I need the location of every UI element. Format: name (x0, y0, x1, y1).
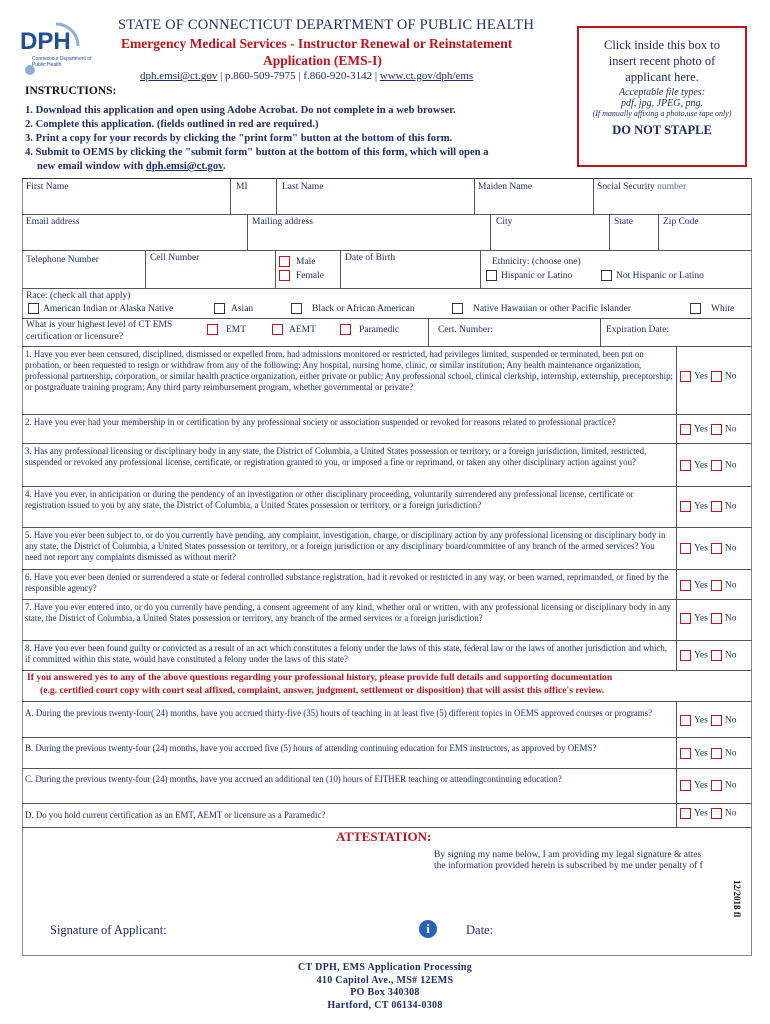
signature-field[interactable] (185, 915, 410, 941)
phone-fax: | p.860-509-7975 | f.860-920-3142 | (217, 70, 380, 82)
logo-text: DPH (20, 28, 71, 55)
email-address-label: Email address (26, 217, 80, 227)
photo-box-types: pdf, jpg, JPEG, png. (621, 98, 703, 109)
last-name-input[interactable] (278, 194, 472, 212)
ce-question-d-answer: Yes No (680, 808, 736, 819)
footer-address (0, 962, 770, 1012)
race-option-asian[interactable]: Asian (214, 303, 253, 314)
question-5: 5. Have you ever been subject to, or do you currently have pending, any complaint, investigation, charge, or disciplinary action by any professional licensing or disciplinary body in any state, the District of Columbia, a United States possession or territory, or a foreign jurisdiction or any disciplinary board/committee of any branch of the armed services? You need not report any complaints dismissed as without merit? (25, 530, 666, 562)
city-label: City (496, 217, 513, 227)
not-hispanic-checkbox[interactable] (601, 270, 612, 281)
q3-yes-checkbox[interactable] (680, 460, 691, 471)
city-input[interactable] (492, 230, 607, 248)
question-4-answer: Yes No (680, 501, 736, 512)
form-title-line1: Emergency Medical Services - Instructor Renewal or Reinstatement (121, 36, 513, 51)
q2-no-checkbox[interactable] (711, 424, 722, 435)
state-input[interactable] (611, 230, 656, 248)
question-7: 7. Have you ever entered into, or do you currently have pending, a consent agreement of any kind, whether oral or written, with any professional licensing or disciplinary body in any state, the District of Columbia, a United States possession or territory, any branch of the armed services or a foreign jurisdiction? (25, 602, 671, 623)
question-3: 3. Has any professional licensing or disciplinary body in any state, the District of Columbia, a United States possession or territory, or a foreign jurisdiction, limited, restricted, suspended or revoked any professional license, certificate, or registration granted to you, or imposed a fine or reprimand, or taken any other disciplinary action against you? (25, 446, 647, 467)
contact-line (140, 70, 473, 82)
aemt-checkbox[interactable] (272, 324, 283, 335)
race-option-native-hawaiian[interactable]: Native Hawaiian or other Pacific Islander (452, 303, 631, 314)
race-option-white[interactable]: White (690, 303, 734, 314)
footer-line4: Hartford, CT 06134-0308 (327, 999, 443, 1011)
qa-yes-checkbox[interactable] (680, 715, 691, 726)
logo-subtext: Connecticut Department of Public Health (32, 56, 92, 68)
photo-box-note: (If manually affixing a photo,use tape only) (592, 109, 732, 118)
q3-no-checkbox[interactable] (711, 460, 722, 471)
paramedic-checkbox[interactable] (340, 324, 351, 335)
q1-yes-checkbox[interactable] (680, 371, 691, 382)
zip-label: Zip Code (663, 217, 699, 227)
q7-yes-checkbox[interactable] (680, 613, 691, 624)
race-native-hawaiian-checkbox[interactable] (452, 303, 463, 314)
question-6-answer: Yes No (680, 580, 736, 591)
email-link[interactable]: dph.emsi@ct.gov (140, 70, 218, 82)
aemt-option[interactable]: AEMT (272, 324, 316, 335)
website-link[interactable]: www.ct.gov/dph/ems (379, 70, 474, 82)
date-label: Date: (466, 923, 494, 937)
female-checkbox[interactable] (279, 270, 290, 281)
last-name-label: Last Name (282, 182, 324, 192)
question-2-answer: Yes No (680, 424, 736, 435)
mailing-address-label: Mailing address (252, 217, 313, 227)
signature-label: Signature of Applicant: (50, 923, 167, 937)
female-option[interactable]: Female (279, 270, 324, 281)
dob-label: Date of Birth (345, 253, 396, 263)
q1-no-checkbox[interactable] (711, 371, 722, 382)
level-question-line2: certification or licensure? (26, 332, 124, 342)
maiden-name-input[interactable] (476, 194, 591, 212)
qa-no-checkbox[interactable] (711, 715, 722, 726)
race-label: Race: (check all that apply) (26, 291, 131, 301)
question-1: 1. Have you ever been censured, disciplined, dismissed or expelled from, had admissions monitored or restricted, had privileges limited, suspended or terminated, been put on probation, or been requested to resign or withdraw from any of the following: Any hospital, nursing home, clinic, or similar institution; Any health maintenance organization, professional partnership, corporation, or similar health practice organization, either private or public; Any professional school, clinical clerkship, internship, externship, preceptorship; or postgraduate training program; Any third party reimbursement program, whether governmental or private? (25, 349, 674, 392)
hispanic-checkbox[interactable] (486, 270, 497, 281)
footer-line3: PO Box 340308 (350, 987, 420, 998)
zip-input[interactable] (660, 230, 750, 248)
photo-upload-box[interactable] (577, 26, 747, 167)
footer-line1: CT DPH, EMS Application Processing (297, 962, 472, 973)
photo-box-types-label: Acceptable file types: (618, 87, 706, 98)
ce-question-a: A. During the previous twenty-four( 24) months, have you accrued thirty-five (35) hours of teaching in at least five (5) different topics in OEMS approved courses or programs? (25, 708, 653, 718)
maiden-name-label: Maiden Name (478, 182, 533, 192)
question-3-answer: Yes No (680, 460, 736, 471)
photo-box-line1: Click inside this box to (604, 38, 720, 52)
ssn-label: Social Security number (597, 182, 687, 192)
do-not-staple: DO NOT STAPLE (612, 123, 712, 137)
q7-no-checkbox[interactable] (711, 613, 722, 624)
instructions-heading: INSTRUCTIONS: (25, 85, 117, 97)
qc-yes-checkbox[interactable] (680, 780, 691, 791)
q5-yes-checkbox[interactable] (680, 543, 691, 554)
instruction-4: 4. Submit to OEMS by clicking the "submit form" button at the bottom of this form, which will open a (25, 147, 489, 158)
qc-no-checkbox[interactable] (711, 780, 722, 791)
expiration-input[interactable] (684, 321, 750, 343)
ce-question-c: C. During the previous twenty-four (24) months, have you accrued an additional ten (10) hours of EITHER teaching or attendingcontinuing education? (25, 774, 562, 784)
telephone-label: Telephone Number (26, 255, 99, 265)
date-field[interactable] (502, 915, 742, 941)
ce-question-a-answer: Yes No (680, 715, 736, 726)
not-hispanic-option[interactable]: Not Hispanic or Latino (601, 270, 704, 281)
submit-email-link[interactable]: dph.emsi@ct.gov (145, 161, 223, 172)
photo-box-line3: applicant here. (625, 70, 699, 84)
agency-name: STATE OF CONNECTICUT DEPARTMENT OF PUBLIC HEALTH (118, 17, 535, 33)
question-7-answer: Yes No (680, 613, 736, 624)
mi-input[interactable] (232, 194, 274, 212)
attestation-heading: ATTESTATION: (336, 829, 432, 844)
instruction-3: 3. Print a copy for your records by clicking the "print form" button at the bottom of this form. (25, 133, 453, 144)
question-2: 2. Have you ever had your membership in or certification by any professional society or association suspended or revoked for reasons related to professional practice? (25, 417, 616, 427)
emt-option[interactable]: EMT (207, 324, 246, 335)
qb-yes-checkbox[interactable] (680, 748, 691, 759)
emt-checkbox[interactable] (207, 324, 218, 335)
race-option-american-indian[interactable]: American Indian or Alaska Native (28, 303, 173, 314)
ce-question-d: D. Do you hold current certification as an EMT, AEMT or licensure as a Paramedic? (25, 810, 326, 820)
attestation-text-line2: the information provided herein is subscribed by me under penalty of f (434, 861, 703, 871)
question-4: 4. Have you ever, in anticipation or during the pendency of an investigation or other disciplinary proceeding, voluntarily surrendered any professional license, certificate or registration issued to you by any state, the District of Columbia, a United States possession or territory, or a foreign jurisdiction? (25, 489, 634, 510)
q8-no-checkbox[interactable] (711, 650, 722, 661)
q4-yes-checkbox[interactable] (680, 501, 691, 512)
instruction-4-cont: new email window with dph.emsi@ct.gov. (37, 161, 226, 172)
dph-logo (20, 20, 92, 78)
cert-number-input[interactable] (505, 321, 598, 343)
expiration-label: Expiration Date: (606, 325, 670, 335)
level-question-line1: What is your highest level of CT EMS (26, 320, 173, 330)
male-option[interactable]: Male (279, 256, 316, 267)
email-input[interactable] (24, 230, 245, 248)
yes-answer-notice-line2: (e.g. certified court copy with court seal affixed, complaint, answer, judgment, settlement or disposition) that will assist this office's review. (40, 685, 605, 696)
instruction-1: 1. Download this application and open using Adobe Acrobat. Do not complete in a web browser. (25, 105, 456, 116)
race-black-checkbox[interactable] (291, 303, 302, 314)
question-8-answer: Yes No (680, 650, 736, 661)
ce-question-c-answer: Yes No (680, 780, 736, 791)
race-asian-checkbox[interactable] (214, 303, 225, 314)
q2-yes-checkbox[interactable] (680, 424, 691, 435)
yes-answer-notice-line1: If you answered yes to any of the above questions regarding your professional history, please provide full details and supporting documentation (27, 672, 613, 683)
question-8: 8. Have you ever been found guilty or convicted as a result of an act which constitutes a felony under the laws of this state, federal law or the laws of another jurisdiction and which, if committed within this state, would have constituted a felony under the laws of this state? (25, 643, 668, 664)
race-american-indian-checkbox[interactable] (28, 303, 39, 314)
ethnicity-label: Ethnicity: (choose one) (492, 257, 581, 267)
question-6: 6. Have you ever been denied or surrendered a state or federal controlled substance registration, had it revoked or restricted in any way, or been warned, reprimanded, or fined by the responsible agency? (25, 572, 669, 593)
qd-no-checkbox[interactable] (711, 808, 722, 819)
question-5-answer: Yes No (680, 543, 736, 554)
mi-label: MI (236, 182, 248, 192)
race-white-checkbox[interactable] (690, 303, 701, 314)
question-1-answer: Yes No (680, 371, 736, 382)
ce-question-b-answer: Yes No (680, 748, 736, 759)
instruction-2: 2. Complete this application. (fields outlined in red are required.) (25, 119, 319, 130)
hispanic-option[interactable]: Hispanic or Latino (486, 270, 572, 281)
info-icon[interactable]: i (419, 920, 437, 938)
q8-yes-checkbox[interactable] (680, 650, 691, 661)
race-option-black[interactable]: Black or African American (291, 303, 415, 314)
qb-no-checkbox[interactable] (711, 748, 722, 759)
cell-label: Cell Number (150, 253, 200, 263)
attestation-text-line1: By signing my name below, I am providing my legal signature & attes (434, 850, 702, 860)
male-checkbox[interactable] (279, 256, 290, 267)
q5-no-checkbox[interactable] (711, 543, 722, 554)
ce-question-b: B. During the previous twenty-four (24) months, have you accrued five (5) hours of attending continuing education for EMS instructors, as approved by OEMS? (25, 743, 597, 753)
paramedic-option[interactable]: Paramedic (340, 324, 399, 335)
ssn-input[interactable] (595, 194, 750, 212)
qd-yes-checkbox[interactable] (680, 808, 691, 819)
q6-no-checkbox[interactable] (711, 580, 722, 591)
telephone-input[interactable] (24, 268, 143, 286)
state-label: State (614, 217, 633, 227)
cert-number-label: Cert. Number: (438, 325, 493, 335)
revision-code: 12/2018 fl (732, 880, 742, 918)
cell-input[interactable] (147, 268, 273, 286)
footer-line2: 410 Capitol Ave., MS# 12EMS (316, 974, 454, 986)
dob-input[interactable] (342, 268, 478, 286)
mailing-address-input[interactable] (249, 230, 488, 248)
first-name-input[interactable] (24, 194, 228, 212)
q6-yes-checkbox[interactable] (680, 580, 691, 591)
first-name-label: First Name (26, 182, 69, 192)
form-title-line2: Application (EMS-I) (263, 53, 382, 68)
q4-no-checkbox[interactable] (711, 501, 722, 512)
photo-box-line2: insert recent photo of (608, 54, 716, 68)
